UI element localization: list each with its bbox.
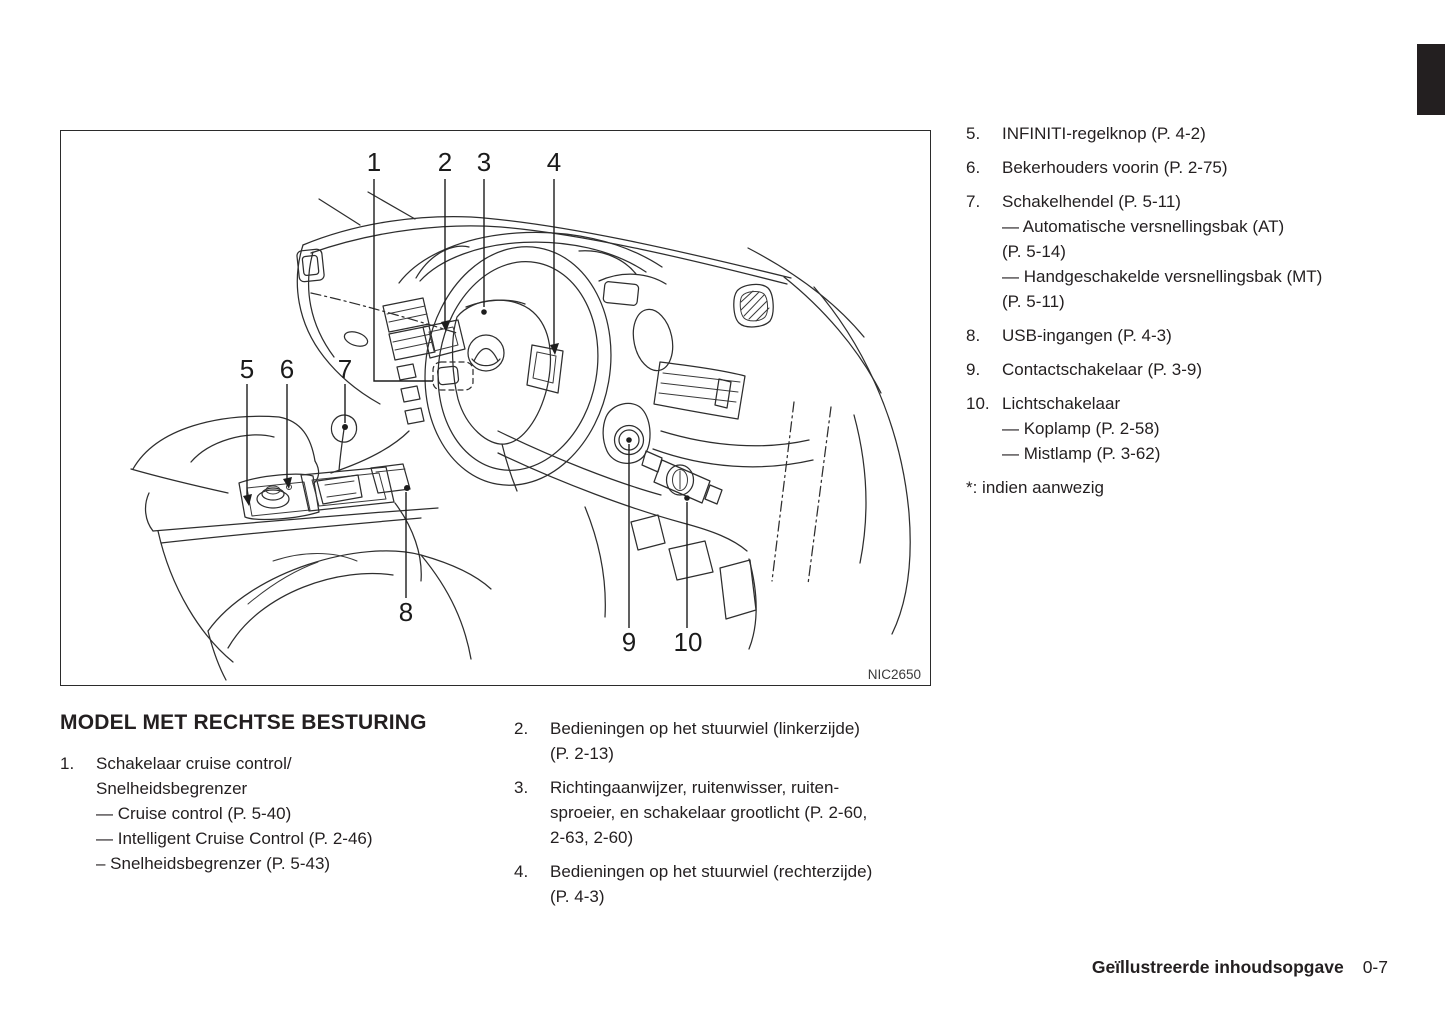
item-line: Bedieningen op het stuurwiel (rechterzijde) bbox=[550, 862, 873, 881]
figure-callout-9: 9 bbox=[621, 627, 637, 657]
section-heading: MODEL MET RECHTSE BESTURING bbox=[60, 711, 427, 734]
item-line: — Handgeschakelde versnellingsbak (MT) bbox=[1002, 267, 1323, 286]
item-number: 10. bbox=[966, 394, 990, 413]
dashboard-illustration bbox=[61, 131, 930, 685]
list-item-2 bbox=[514, 716, 964, 766]
item-line: Lichtschakelaar bbox=[1002, 394, 1121, 413]
list-item-4 bbox=[514, 859, 964, 909]
item-line: Contactschakelaar (P. 3-9) bbox=[1002, 360, 1203, 379]
item-number: 7. bbox=[966, 192, 981, 211]
pedal bbox=[669, 541, 713, 580]
light-switch bbox=[642, 451, 722, 504]
figure-callout-3: 3 bbox=[476, 147, 492, 177]
item-number: 5. bbox=[966, 124, 981, 143]
item-number: 3. bbox=[514, 778, 529, 797]
list-item-8 bbox=[966, 323, 1431, 348]
item-number: 2. bbox=[514, 719, 529, 738]
item-line: — Koplamp (P. 2-58) bbox=[1002, 419, 1160, 438]
item-line: – Snelheidsbegrenzer (P. 5-43) bbox=[96, 854, 331, 873]
figure-callout-10: 10 bbox=[673, 627, 703, 657]
pedal bbox=[720, 560, 756, 619]
figure-callout-8: 8 bbox=[398, 597, 414, 627]
steering-wheel bbox=[407, 232, 630, 617]
item-line: USB-ingangen (P. 4-3) bbox=[1002, 326, 1172, 345]
figure-callout-2: 2 bbox=[437, 147, 453, 177]
item-number: 9. bbox=[966, 360, 981, 379]
item-number: 8. bbox=[966, 326, 981, 345]
figure-callout-7: 7 bbox=[337, 354, 353, 384]
footnote: *: indien aanwezig bbox=[966, 478, 1104, 497]
item-line: — Automatische versnellingsbak (AT) bbox=[1002, 217, 1285, 236]
footer-section-title: Geïllustreerde inhoudsopgave bbox=[1091, 957, 1344, 977]
item-number: 1. bbox=[60, 754, 75, 773]
list-item-7 bbox=[966, 189, 1431, 314]
figure-code: NIC2650 bbox=[867, 667, 921, 682]
pedal bbox=[631, 515, 665, 550]
legend-column-middle bbox=[514, 716, 964, 918]
item-line: (P. 5-14) bbox=[1002, 242, 1066, 261]
list-item-5 bbox=[966, 121, 1431, 146]
item-line: (P. 5-11) bbox=[1002, 292, 1065, 311]
item-line: 2-63, 2-60) bbox=[550, 828, 634, 847]
dashboard-outline bbox=[296, 192, 910, 634]
footer-page-number: 0-7 bbox=[1362, 957, 1388, 977]
callout-numbers bbox=[240, 147, 703, 657]
item-line: Bedieningen op het stuurwiel (linkerzijde) bbox=[550, 719, 860, 738]
center-console bbox=[131, 415, 438, 581]
item-line: INFINITI-regelknop (P. 4-2) bbox=[1002, 124, 1206, 143]
page-edge-tab bbox=[1417, 44, 1445, 115]
item-line: (P. 2-13) bbox=[550, 744, 614, 763]
figure-callout-5: 5 bbox=[239, 354, 255, 384]
page-footer bbox=[1092, 957, 1388, 978]
item-line: Bekerhouders voorin (P. 2-75) bbox=[1002, 158, 1228, 177]
list-item-3 bbox=[514, 775, 964, 850]
item-number: 4. bbox=[514, 862, 529, 881]
instrument-cluster bbox=[399, 232, 678, 374]
center-vents bbox=[654, 362, 745, 419]
right-spoke-switch-pad bbox=[527, 345, 563, 393]
left-vent-stack bbox=[331, 298, 435, 473]
list-item-1 bbox=[60, 751, 505, 876]
door-vent bbox=[734, 284, 773, 326]
cruise-switch bbox=[437, 366, 459, 385]
item-line: — Cruise control (P. 5-40) bbox=[96, 804, 292, 823]
passenger-dash bbox=[653, 284, 813, 466]
legend-column-right bbox=[966, 121, 1431, 500]
item-line: sproeier, en schakelaar grootlicht (P. 2-60, bbox=[550, 803, 868, 822]
item-line: Snelheidsbegrenzer bbox=[96, 779, 248, 798]
legend-column-left bbox=[60, 710, 505, 885]
figure-callout-6: 6 bbox=[279, 354, 295, 384]
item-line: Schakelhendel (P. 5-11) bbox=[1002, 192, 1181, 211]
item-line: — Intelligent Cruise Control (P. 2-46) bbox=[96, 829, 373, 848]
item-line: — Mistlamp (P. 3-62) bbox=[1002, 444, 1161, 463]
list-item-10 bbox=[966, 391, 1431, 466]
item-line: Schakelaar cruise control/ bbox=[96, 754, 292, 773]
stalk-lever bbox=[466, 300, 525, 307]
list-item-9 bbox=[966, 357, 1431, 382]
figure-frame bbox=[60, 130, 931, 686]
seats bbox=[158, 531, 491, 680]
figure-callout-4: 4 bbox=[546, 147, 562, 177]
item-number: 6. bbox=[966, 158, 981, 177]
infiniti-emblem bbox=[468, 335, 504, 371]
gear-shifter bbox=[317, 415, 362, 504]
list-item-6 bbox=[966, 155, 1431, 180]
item-line: (P. 4-3) bbox=[550, 887, 605, 906]
figure-callout-1: 1 bbox=[366, 147, 382, 177]
infiniti-controller-knob bbox=[257, 485, 292, 509]
item-line: Richtingaanwijzer, ruitenwisser, ruiten- bbox=[550, 778, 840, 797]
